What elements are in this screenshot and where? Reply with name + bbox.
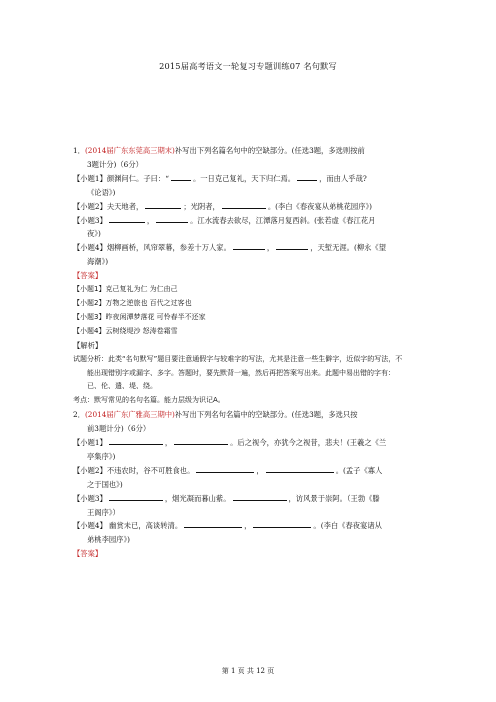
question-instruction-cont: 3题计分)（6分）: [87, 159, 143, 169]
analysis-text-cont: 已、伦、遣、堤、绕。: [87, 382, 157, 391]
question-number: 2．: [73, 410, 85, 420]
answer-blank: [109, 493, 163, 501]
answer-blank: [266, 465, 334, 473]
subquestion-1: 【小题1】颜渊问仁。子曰：“ 。一日克己复礼，天下归仁焉。 ，而由人乎哉?: [73, 173, 367, 183]
answer-2: 【小题2】万物之逆旅也 百代之过客也: [73, 298, 192, 307]
answer-label: 【答案】: [73, 271, 103, 281]
subquestion-4-cont: 海潮》): [87, 257, 109, 267]
answer-blank: [109, 215, 145, 223]
answer-4: 【小题4】云树绕堤沙 怒涛卷霜雪: [73, 326, 178, 335]
question-instruction: 补写出下列名句名篇中的空缺部分。(任选3题，多选只按: [174, 410, 358, 420]
answer-blank: [196, 465, 254, 473]
answer-blank: [145, 201, 181, 209]
subquestion-4-cont: 弟桃李园序》): [87, 535, 130, 545]
page-footer: 第 1 页 共 12 页: [221, 667, 275, 675]
answer-blank: [109, 437, 163, 445]
subquestion-3-cont: 夜》): [87, 229, 101, 239]
answer-blank: [233, 493, 287, 501]
answer-blank: [253, 520, 311, 528]
answer-blank: [184, 520, 242, 528]
subquestion-2: 【小题2】不违农时，谷不可胜食也。 ， 。(孟子《寡人: [73, 465, 383, 475]
subquestion-1-cont: 《论语》): [87, 187, 116, 197]
answer-label: 【答案】: [73, 549, 103, 559]
knowledge-point: 考点：默写常见的名句名篇。能力层级为识记A。: [73, 396, 225, 405]
document-body: [73, 144, 429, 561]
answer-blank: [174, 437, 228, 445]
question-instruction-cont: 前3题计分)（6分）: [87, 424, 151, 434]
analysis-text: 试题分析：此类“名句默写”题目要注意通假字与较难字的写法，尤其是注意一些生僻字，近似字的写法，不: [73, 354, 403, 363]
page-title: 2015届高考语文一轮复习专题训练07 名句默写: [159, 61, 337, 71]
subquestion-3-cont: 王阁序》）: [87, 507, 120, 517]
subquestion-2: 【小题2】夫天地者， ；光阴者， 。(李白《春夜宴从弟桃花园序》): [73, 201, 373, 211]
question-1-header: [73, 144, 429, 158]
answer-blank: [276, 242, 308, 250]
question-number: 1．: [73, 146, 85, 155]
answer-3: 【小题3】昨夜闲潭梦落花 可怜春半不还家: [73, 312, 206, 321]
answer-1: 【小题1】克己复礼为仁 为仁由己: [73, 285, 178, 294]
subquestion-3: 【小题3】 ，烟光凝而暮山紫。 ，访风景于崇阿。（王勃《滕: [73, 493, 380, 503]
question-instruction: 补写出下列名篇名句中的空缺部分。(任选3题，多选则按前: [174, 146, 365, 155]
analysis-label: 【解析】: [73, 340, 103, 350]
question-source: (2014届广东东莞高三期末): [84, 146, 175, 155]
subquestion-3: 【小题3】 ， 。江水流春去欲尽，江潭落月复西斜。(张若虚《春江花月: [73, 215, 376, 225]
answer-blank: [171, 173, 191, 181]
analysis-text-cont: 能出现错别字或漏字、多字。答题时，要先默背一遍，然后再把答案写出来。此题中易出错的字有：: [87, 368, 395, 377]
answer-blank: [233, 242, 265, 250]
subquestion-4: 【小题4】 幽赏未已，高谈转清。 ， 。(李白《春夜宴诸从: [73, 521, 382, 531]
subquestion-1: 【小题1】 ， 。后之视今，亦犹今之视昔，悲夫！(王羲之《兰: [73, 438, 387, 448]
subquestion-4: 【小题4】烟柳画桥，风帘翠幕，参差十万人家。 ， ，天堑无涯。(柳永《望: [73, 243, 387, 253]
subquestion-2-cont: 之于国也》): [87, 479, 123, 489]
subquestion-1-cont: 亭集序》): [87, 451, 116, 461]
answer-blank: [156, 215, 188, 223]
answer-blank: [222, 201, 266, 209]
answer-blank: [297, 173, 317, 181]
question-2-header: [73, 408, 429, 422]
question-source: (2014届广东广雅高三期中): [84, 410, 175, 420]
